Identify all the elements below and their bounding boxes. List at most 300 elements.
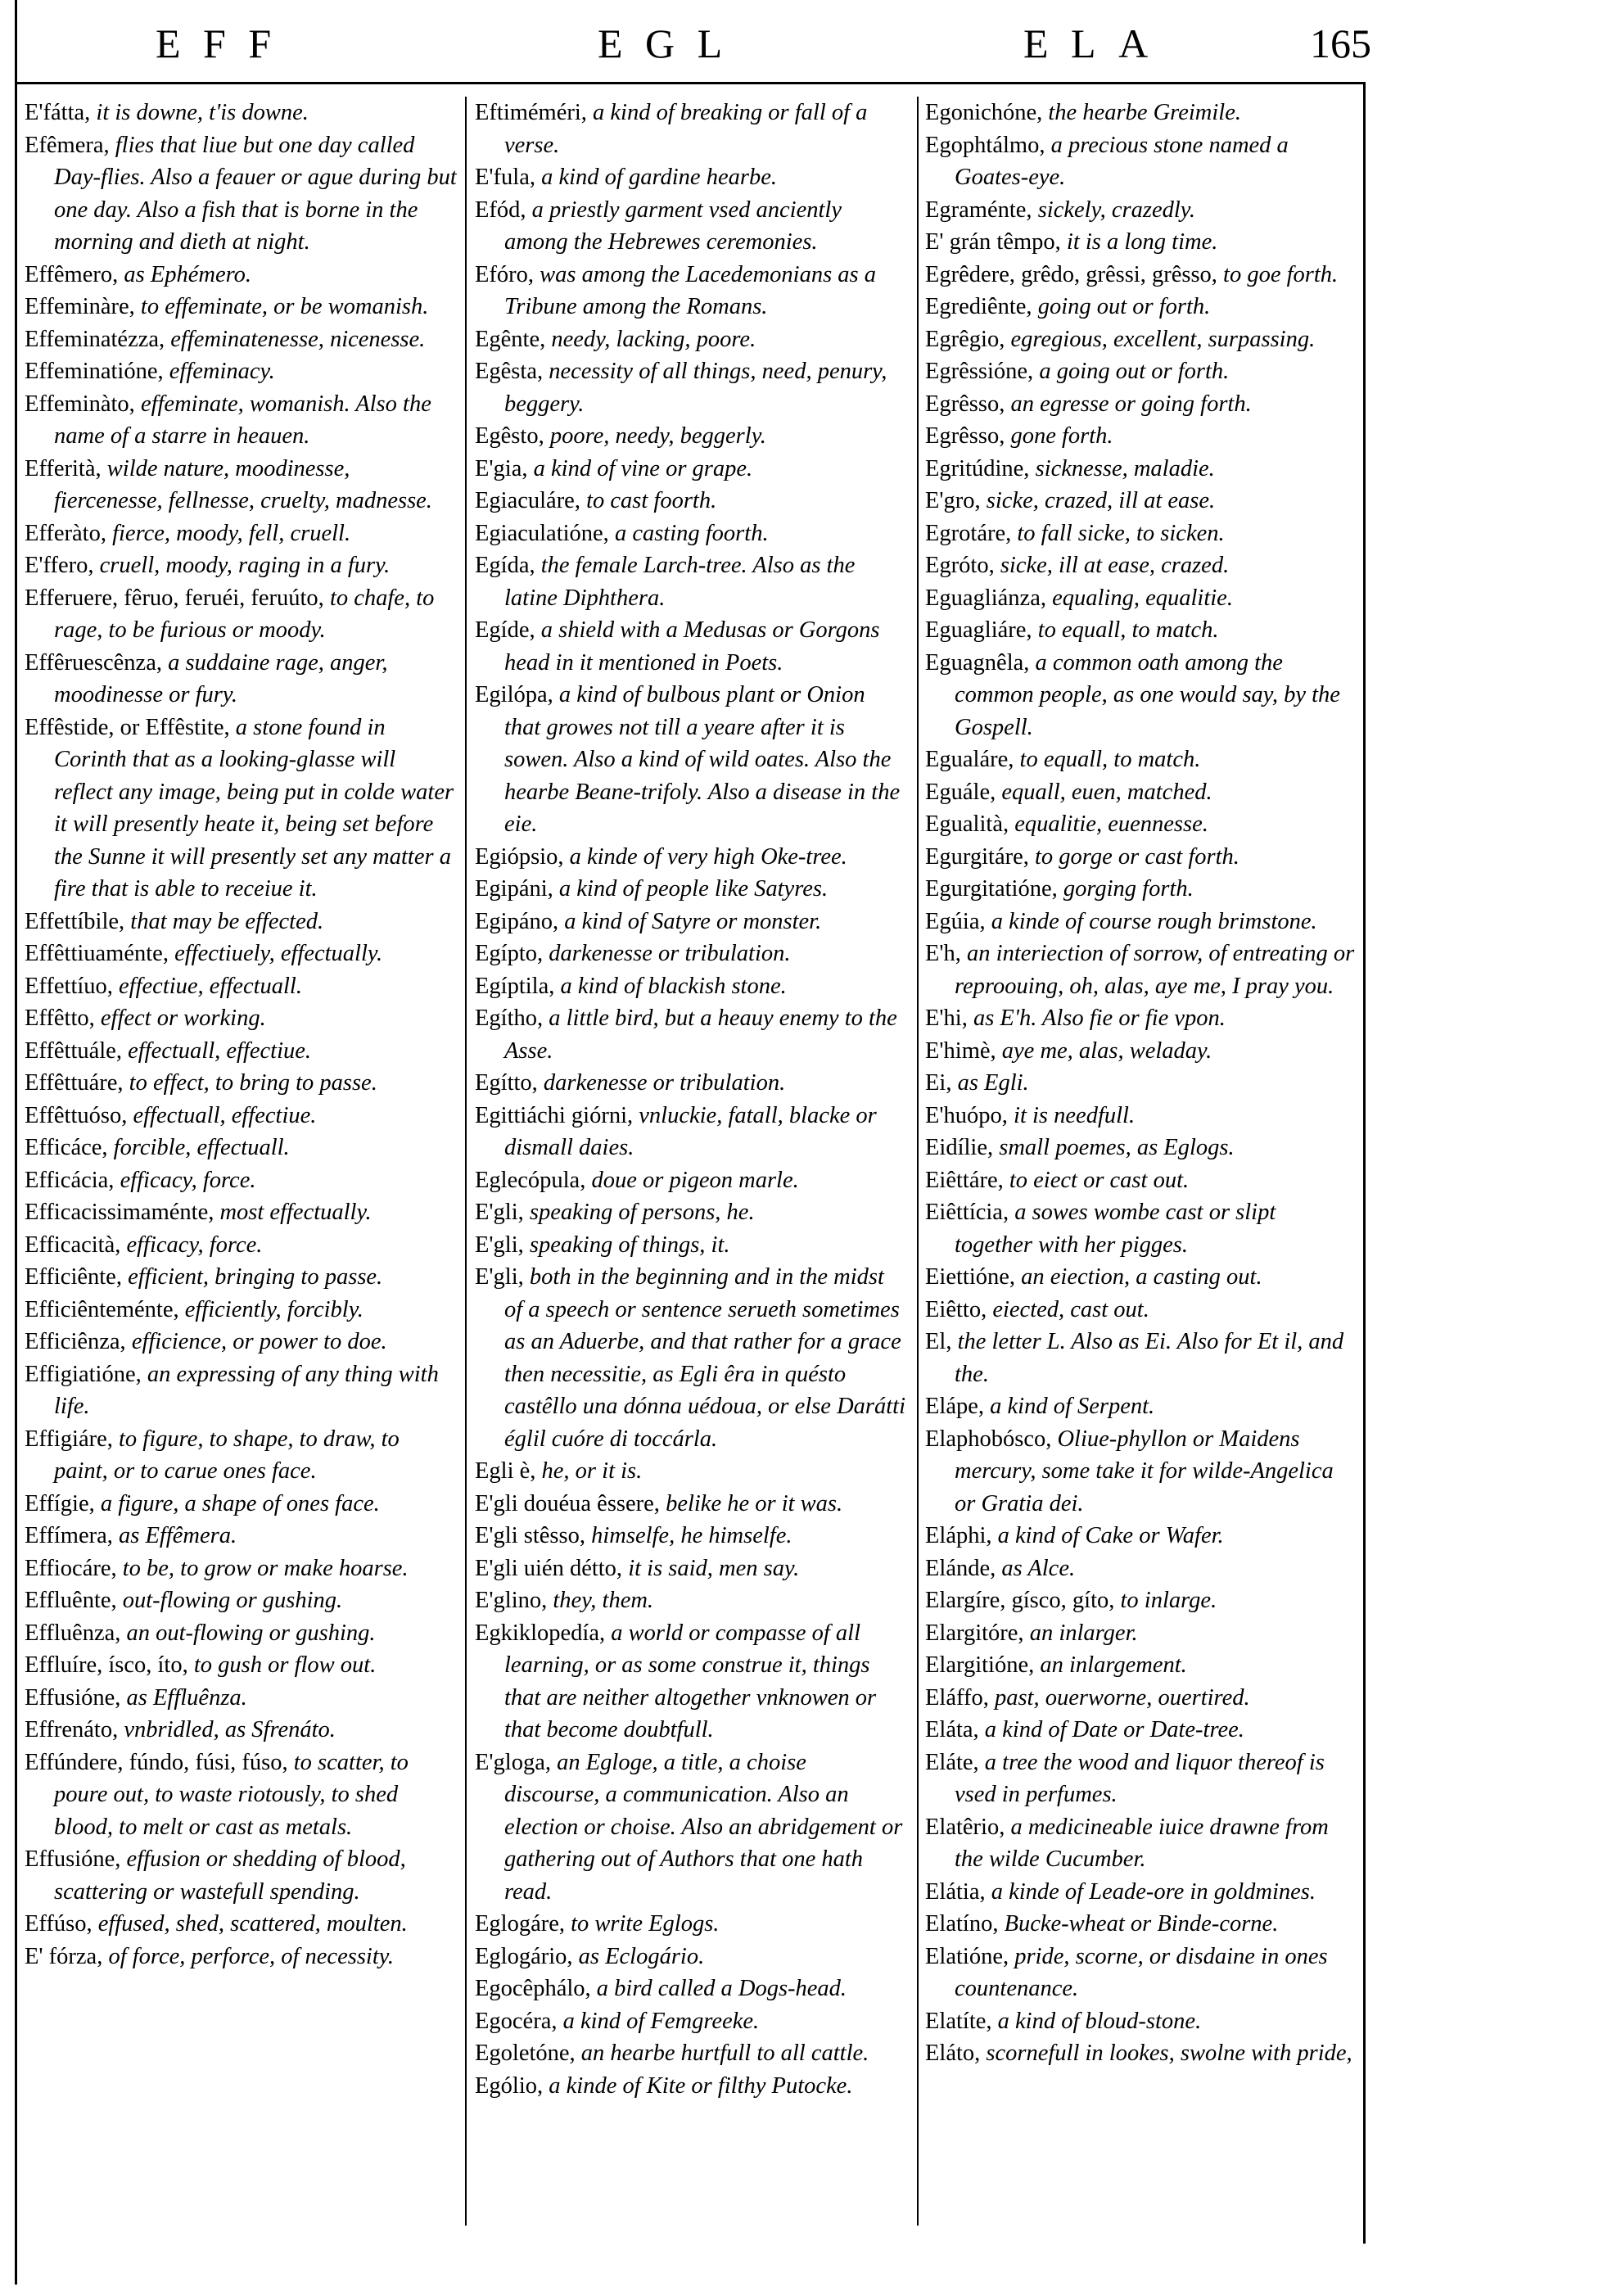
dictionary-entry <box>925 518 1357 550</box>
entry-headword: Egurgitatióne, <box>925 876 1058 902</box>
entry-headword: Egkiklopedía, <box>475 1620 606 1646</box>
entry-definition: effectiuely, effectually. <box>174 941 383 966</box>
entry-headword: Egiópsio, <box>475 843 564 870</box>
entry-headword: Efód, <box>475 197 526 223</box>
dictionary-entry <box>25 1941 457 1973</box>
entry-definition: both in the beginning and in the midst of a speech or sentence serueth sometimes as an Aduerbe, and that rather for a grace then necessitie, as Egli êra in quésto castêllo una dónna uédoua, or else Darátti églil cuóre di toccárla. <box>504 1264 905 1452</box>
dictionary-entry <box>925 1584 1357 1617</box>
entry-headword: Eiêttáre, <box>925 1167 1004 1193</box>
dictionary-entry <box>25 453 457 518</box>
entry-definition: sicke, ill at ease, crazed. <box>1000 553 1230 578</box>
dictionary-entry <box>25 1649 457 1682</box>
entry-definition: a precious stone named a Goates-eye. <box>955 132 1289 190</box>
entry-headword: Effeminatézza, <box>25 326 165 352</box>
dictionary-entry <box>925 1747 1357 1811</box>
entry-headword: Effêttiuaménte, <box>25 941 169 966</box>
entry-headword: Egualità, <box>925 811 1009 837</box>
entry-definition: to chafe, to rage, to be furious or moody. <box>54 585 435 643</box>
dictionary-entry <box>25 712 457 906</box>
entry-headword: Effêtto, <box>25 1006 95 1031</box>
entry-headword: Efferàto, <box>25 520 106 546</box>
dictionary-entry <box>925 1682 1357 1715</box>
entry-definition: equaling, equalitie. <box>1052 585 1233 611</box>
entry-definition: a kind of Femgreeke. <box>562 2008 760 2034</box>
dictionary-entry <box>475 1229 907 1262</box>
dictionary-entry <box>475 1553 907 1585</box>
entry-headword: Effúso, <box>25 1911 93 1937</box>
entry-definition: needy, lacking, poore. <box>551 326 756 352</box>
entry-headword: E'fula, <box>475 165 535 190</box>
entry-definition: effect or working. <box>100 1006 266 1031</box>
entry-headword: Effêmero, <box>25 261 119 287</box>
dictionary-entry <box>925 1520 1357 1553</box>
dictionary-entry <box>925 1423 1357 1521</box>
dictionary-entry <box>25 1326 457 1358</box>
entry-headword: Effluíre, ísco, íto, <box>25 1652 188 1678</box>
entry-definition: effeminate, womanish. Also the name of a starre in heauen. <box>54 391 431 449</box>
entry-headword: Effrenáto, <box>25 1717 119 1742</box>
entry-definition: an expressing of any thing with life. <box>54 1361 439 1419</box>
entry-definition: small poemes, as Eglogs. <box>999 1135 1235 1160</box>
entry-headword: Effiocáre, <box>25 1555 117 1581</box>
entry-definition: a kinde of Kite or filthy Putocke. <box>549 2072 853 2099</box>
column-right <box>925 97 1357 2226</box>
entry-definition: to cast foorth. <box>586 488 717 513</box>
dictionary-entry <box>475 938 907 970</box>
entry-definition: an hearbe hurtfull to all cattle. <box>580 2041 869 2066</box>
entry-definition: scornefull in lookes, swolne with pride, <box>986 2041 1352 2066</box>
dictionary-entry <box>25 518 457 550</box>
entry-headword: E' grán têmpo, <box>925 229 1061 255</box>
entry-headword: E'himè, <box>925 1037 996 1064</box>
entry-definition: a kinde of Leade-ore in goldmines. <box>991 1878 1316 1905</box>
dictionary-entry <box>475 485 907 518</box>
entry-headword: Egênte, <box>475 326 546 352</box>
entry-headword: Egída, <box>475 553 535 578</box>
entry-headword: Egróto, <box>925 553 995 578</box>
dictionary-entry <box>925 906 1357 938</box>
dictionary-entry <box>475 873 907 906</box>
entry-definition: as Effluênza. <box>126 1684 247 1711</box>
dictionary-entry <box>25 1067 457 1100</box>
entry-headword: Elápe, <box>925 1394 985 1419</box>
dictionary-entry <box>25 1100 457 1132</box>
entry-headword: Effigiatióne, <box>25 1361 142 1387</box>
dictionary-entry <box>475 323 907 356</box>
entry-headword: Elatíno, <box>925 1911 999 1937</box>
dictionary-entry <box>25 1229 457 1262</box>
entry-definition: most effectually. <box>219 1200 372 1225</box>
entry-definition: a kind of blackish stone. <box>560 973 787 999</box>
guide-word-left: EFF <box>156 20 294 66</box>
entry-headword: Effêstide, or Effêstite, <box>25 714 230 740</box>
entry-headword: Egípto, <box>475 941 544 966</box>
dictionary-entry <box>25 1553 457 1585</box>
entry-headword: Egophtálmo, <box>925 132 1045 158</box>
entry-definition: to effect, to bring to passe. <box>129 1070 377 1096</box>
dictionary-entry <box>475 679 907 841</box>
dictionary-entry <box>925 355 1357 388</box>
entry-definition: a kind of people like Satyres. <box>558 876 829 902</box>
dictionary-entry <box>475 1488 907 1521</box>
entry-definition: it is a long time. <box>1066 229 1218 255</box>
entry-definition: poore, needy, beggerly. <box>549 423 766 449</box>
entry-definition: efficacy, force. <box>126 1232 263 1258</box>
entry-definition: gorging forth. <box>1063 876 1194 902</box>
dictionary-entry <box>25 1843 457 1908</box>
entry-definition: efficiently, forcibly. <box>184 1296 363 1322</box>
entry-headword: Ególio, <box>475 2072 544 2099</box>
entry-definition: a world or compasse of all learning, or as some construe it, things that are neither altogether vnknowen or that become doubtfull. <box>504 1620 877 1742</box>
entry-headword: Elargíre, gísco, gíto, <box>925 1588 1115 1613</box>
entry-definition: a kinde of course rough brimstone. <box>991 908 1317 934</box>
dictionary-entry <box>925 1617 1357 1650</box>
dictionary-entry <box>475 549 907 614</box>
entry-headword: Egittiáchi giórni, <box>475 1102 634 1128</box>
entry-headword: E'gia, <box>475 455 528 481</box>
entry-headword: E'gli stêsso, <box>475 1523 585 1548</box>
entry-headword: Egritúdine, <box>925 455 1030 481</box>
dictionary-entry <box>25 1358 457 1423</box>
entry-headword: E'gli, <box>475 1200 524 1225</box>
entry-definition: a figure, a shape of ones face. <box>100 1490 380 1516</box>
entry-definition: to effeminate, or be womanish. <box>140 294 429 319</box>
dictionary-entry <box>25 1584 457 1617</box>
dictionary-entry <box>925 1002 1357 1035</box>
entry-definition: eiected, cast out. <box>992 1296 1149 1322</box>
entry-headword: Elatêrio, <box>925 1814 1005 1840</box>
entry-definition: forcible, effectuall. <box>113 1135 290 1160</box>
entry-headword: Efficácia, <box>25 1167 115 1193</box>
entry-headword: E'gli douéua êssere, <box>475 1490 660 1516</box>
entry-definition: to scatter, to poure out, to waste riotously, to shed blood, to melt or cast as metals. <box>54 1749 409 1840</box>
entry-definition: egregious, excellent, surpassing. <box>1010 326 1316 352</box>
entry-headword: Egrêsso, <box>925 423 1005 449</box>
dictionary-entry <box>25 1002 457 1035</box>
dictionary-entry <box>925 808 1357 841</box>
entry-definition: a kind of Date or Date-tree. <box>984 1717 1244 1742</box>
entry-definition: a kind of vine or grape. <box>533 455 753 481</box>
entry-headword: Egli è, <box>475 1458 536 1484</box>
entry-definition: the hearbe Greimile. <box>1048 100 1241 125</box>
dictionary-entry <box>925 259 1357 292</box>
dictionary-entry <box>475 453 907 486</box>
dictionary-entry <box>925 97 1357 129</box>
entry-headword: Egrediênte, <box>925 294 1032 319</box>
dictionary-entry <box>475 2005 907 2038</box>
entry-definition: as Alce. <box>1001 1555 1076 1581</box>
dictionary-entry <box>25 1164 457 1197</box>
entry-definition: a going out or forth. <box>1039 359 1230 384</box>
dictionary-entry <box>925 453 1357 486</box>
guide-word-right: ELA <box>1023 20 1171 66</box>
entry-headword: Effusióne, <box>25 1684 121 1711</box>
entry-definition: a stone found in Corinth that as a looking-glasse will reflect any image, being put in colde water it will presently heate it, being set before the Sunne it will presently set any matter a fire that is able to receiue it. <box>54 714 454 902</box>
dictionary-entry <box>25 355 457 388</box>
entry-headword: Egraménte, <box>925 197 1032 223</box>
entry-headword: Egíptila, <box>475 973 555 999</box>
entry-definition: darkenesse or tribulation. <box>543 1070 786 1096</box>
entry-headword: Effeminàto, <box>25 391 135 417</box>
dictionary-entry <box>475 420 907 453</box>
entry-headword: Elátia, <box>925 1878 986 1905</box>
entry-definition: necessity of all things, need, penury, beggery. <box>504 359 887 417</box>
left-border <box>15 0 17 2285</box>
entry-definition: pride, scorne, or disdaine in ones countenance. <box>955 1943 1328 2001</box>
entry-headword: Elaphobósco, <box>925 1426 1052 1452</box>
entry-definition: to be, to grow or make hoarse. <box>122 1555 409 1581</box>
dictionary-entry <box>475 2037 907 2070</box>
entry-definition: as Egli. <box>957 1070 1029 1096</box>
column-middle <box>475 97 907 2226</box>
dictionary-entry <box>925 291 1357 323</box>
entry-headword: Eiêttícia, <box>925 1200 1009 1225</box>
entry-definition: he, or it is. <box>541 1458 643 1484</box>
dictionary-entry <box>475 1261 907 1455</box>
dictionary-entry <box>925 873 1357 906</box>
entry-headword: E'h, <box>925 941 961 966</box>
entry-definition: effusion or shedding of blood, scattering or wastefull spending. <box>54 1846 406 1905</box>
entry-headword: Eláffo, <box>925 1684 989 1711</box>
entry-definition: sicknesse, maladie. <box>1035 455 1215 481</box>
entry-headword: Eftiméméri, <box>475 100 587 125</box>
dictionary-entry <box>925 323 1357 356</box>
entry-headword: Efficiênza, <box>25 1329 126 1354</box>
entry-definition: of force, perforce, of necessity. <box>108 1943 394 1969</box>
dictionary-entry <box>25 1132 457 1164</box>
entry-definition: a casting foorth. <box>614 520 769 546</box>
dictionary-entry <box>25 906 457 938</box>
entry-headword: Egítto, <box>475 1070 538 1096</box>
entry-definition: past, ouerworne, ouertired. <box>994 1684 1250 1711</box>
entry-headword: Eidílie, <box>925 1135 994 1160</box>
entry-definition: a kinde of very high Oke-tree. <box>569 843 847 870</box>
dictionary-entry <box>25 259 457 292</box>
entry-headword: Egêsta, <box>475 359 544 384</box>
dictionary-entry <box>925 1261 1357 1294</box>
entry-definition: a sowes wombe cast or slipt together with her pigges. <box>955 1200 1276 1258</box>
entry-definition: an inlarger. <box>1029 1620 1138 1646</box>
dictionary-entry <box>475 1196 907 1229</box>
entry-definition: effused, shed, scattered, moulten. <box>97 1911 408 1937</box>
entry-definition: effectuall, effectiue. <box>133 1102 317 1128</box>
entry-headword: Egrêssióne, <box>925 359 1034 384</box>
entry-definition: as Ephémero. <box>124 261 252 287</box>
dictionary-entry <box>475 1100 907 1164</box>
entry-definition: wilde nature, moodinesse, fiercenesse, fellnesse, cruelty, madnesse. <box>54 455 432 513</box>
dictionary-entry <box>25 582 457 647</box>
entry-definition: as Effêmera. <box>119 1523 237 1548</box>
entry-definition: a bird called a Dogs-head. <box>596 1976 847 2001</box>
dictionary-entry <box>25 1747 457 1844</box>
entry-definition: to goe forth. <box>1223 261 1339 287</box>
entry-headword: Eglogáre, <box>475 1911 565 1937</box>
dictionary-entry <box>25 1196 457 1229</box>
entry-headword: Eláta, <box>925 1717 979 1742</box>
entry-headword: Effettíuo, <box>25 973 113 999</box>
dictionary-entry <box>25 323 457 356</box>
entry-definition: to equall, to match. <box>1019 747 1201 772</box>
entry-headword: Eguagliánza, <box>925 585 1046 611</box>
entry-definition: a priestly garment vsed anciently among the Hebrewes ceremonies. <box>504 197 842 255</box>
dictionary-entry <box>925 1941 1357 2005</box>
entry-definition: it is needfull. <box>1014 1102 1136 1128</box>
dictionary-entry <box>25 388 457 453</box>
entry-definition: darkenesse or tribulation. <box>549 941 791 966</box>
entry-definition: an Egloge, a title, a choise discourse, a communication. Also an election or choise. Also an abridgement or gathering out of Authors that one hath read. <box>504 1749 903 1905</box>
entry-definition: to write Eglogs. <box>571 1911 720 1937</box>
dictionary-entry <box>925 1553 1357 1585</box>
dictionary-entry <box>925 1067 1357 1100</box>
dictionary-entry <box>475 1584 907 1617</box>
entry-definition: going out or forth. <box>1037 294 1211 319</box>
entry-headword: Effêttuále, <box>25 1037 122 1064</box>
entry-definition: speaking of things, it. <box>529 1232 730 1258</box>
entry-definition: himselfe, he himselfe. <box>591 1523 792 1548</box>
dictionary-entry <box>25 938 457 970</box>
entry-definition: efficience, or power to doe. <box>131 1329 387 1354</box>
entry-definition: was among the Lacedemonians as a Tribune among the Romans. <box>504 261 876 319</box>
dictionary-entry <box>925 743 1357 776</box>
right-border <box>1363 82 1366 2244</box>
entry-definition: a kind of Cake or Wafer. <box>997 1523 1224 1548</box>
entry-definition: Bucke-wheat or Binde-corne. <box>1004 1911 1279 1937</box>
entry-definition: effeminatenesse, nicenesse. <box>170 326 426 352</box>
dictionary-entry <box>25 1261 457 1294</box>
dictionary-entry <box>25 647 457 712</box>
entry-definition: a kind of bloud-stone. <box>997 2008 1202 2034</box>
entry-headword: Egiaculatióne, <box>475 520 609 546</box>
dictionary-entry <box>475 1067 907 1100</box>
dictionary-entry <box>25 97 457 129</box>
entry-headword: E'ffero, <box>25 553 94 578</box>
entry-headword: Effêruescênza, <box>25 649 162 676</box>
entry-definition: effeminacy. <box>169 359 275 384</box>
entry-definition: sickely, crazedly. <box>1037 197 1195 223</box>
dictionary-entry <box>925 1294 1357 1327</box>
entry-definition: equall, euen, matched. <box>1001 779 1212 805</box>
entry-headword: Effeminàre, <box>25 294 135 319</box>
entry-definition: a common oath among the common people, as one would say, by the Gospell. <box>955 649 1340 740</box>
dictionary-entry <box>25 1908 457 1941</box>
entry-headword: Egilópa, <box>475 682 553 707</box>
page-number: 165 <box>1310 20 1371 66</box>
entry-definition: that may be effected. <box>130 908 324 934</box>
dictionary-entry <box>925 420 1357 453</box>
dictionary-entry <box>925 1908 1357 1941</box>
entry-headword: Efóro, <box>475 261 535 287</box>
entry-headword: Effluênza, <box>25 1620 121 1646</box>
dictionary-entry <box>925 582 1357 615</box>
entry-headword: Efferità, <box>25 455 102 481</box>
dictionary-entry <box>475 97 907 161</box>
entry-headword: Effêttuóso, <box>25 1102 128 1128</box>
entry-definition: to fall sicke, to sicken. <box>1017 520 1225 546</box>
column-rule-1 <box>465 97 467 2226</box>
entry-headword: Egurgitáre, <box>925 843 1029 870</box>
entry-headword: Efficiênteménte, <box>25 1296 179 1322</box>
entry-definition: the female Larch-tree. Also as the latine Diphthera. <box>504 553 856 611</box>
entry-definition: to gush or flow out. <box>193 1652 377 1678</box>
entry-definition: an egresse or going forth. <box>1010 391 1252 417</box>
entry-headword: E'gli, <box>475 1232 524 1258</box>
entry-definition: doue or pigeon marle. <box>591 1167 799 1193</box>
entry-headword: E'fátta, <box>25 100 91 125</box>
entry-definition: to figure, to shape, to draw, to paint, or to carue ones face. <box>54 1426 400 1484</box>
entry-headword: Eiettióne, <box>925 1264 1016 1290</box>
dictionary-entry <box>925 194 1357 227</box>
entry-headword: Efficacissimaménte, <box>25 1200 214 1225</box>
dictionary-entry <box>475 1164 907 1197</box>
dictionary-entry <box>475 1520 907 1553</box>
entry-headword: E'glino, <box>475 1588 548 1613</box>
entry-definition: efficacy, force. <box>120 1167 256 1193</box>
entry-definition: vnbridled, as Sfrenáto. <box>124 1717 336 1742</box>
entry-headword: Eglecópula, <box>475 1167 586 1193</box>
column-left <box>25 97 457 2226</box>
entry-definition: a kind of Serpent. <box>990 1394 1155 1419</box>
entry-headword: Eguagliáre, <box>925 617 1032 643</box>
entry-definition: effectuall, effectiue. <box>128 1037 312 1064</box>
dictionary-entry <box>475 1941 907 1973</box>
dictionary-entry <box>925 776 1357 809</box>
entry-definition: efficient, bringing to passe. <box>128 1264 383 1290</box>
dictionary-entry <box>475 841 907 874</box>
entry-headword: E'huópo, <box>925 1102 1008 1128</box>
entry-headword: Effigiáre, <box>25 1426 113 1452</box>
guide-word-middle: EGL <box>598 20 745 66</box>
entry-headword: Egrêgio, <box>925 326 1005 352</box>
entry-headword: Elatíte, <box>925 2008 992 2034</box>
entry-headword: Egíde, <box>475 617 535 643</box>
dictionary-entry <box>925 1100 1357 1132</box>
entry-definition: out-flowing or gushing. <box>122 1588 343 1613</box>
dictionary-entry <box>475 1617 907 1747</box>
dictionary-entry <box>925 1326 1357 1390</box>
entry-headword: Egocêphálo, <box>475 1976 591 2001</box>
entry-definition: a shield with a Medusas or Gorgons head in it mentioned in Poets. <box>504 617 880 676</box>
dictionary-entry <box>25 1423 457 1488</box>
entry-headword: Egualáre, <box>925 747 1014 772</box>
entry-headword: Egipáno, <box>475 908 559 934</box>
entry-headword: Egrotáre, <box>925 520 1012 546</box>
dictionary-entry <box>25 1520 457 1553</box>
dictionary-entry <box>925 841 1357 874</box>
entry-headword: Elargitióne, <box>925 1652 1035 1678</box>
entry-definition: to eiect or cast out. <box>1009 1167 1190 1193</box>
entry-headword: Effígie, <box>25 1490 95 1516</box>
entry-headword: Egonichóne, <box>925 100 1043 125</box>
entry-headword: E' fórza, <box>25 1943 103 1969</box>
entry-definition: an eiection, a casting out. <box>1021 1264 1262 1290</box>
entry-definition: sicke, crazed, ill at ease. <box>986 488 1216 513</box>
dictionary-entry <box>475 614 907 679</box>
entry-headword: E'gro, <box>925 488 981 513</box>
entry-definition: gone forth. <box>1010 423 1113 449</box>
entry-headword: Efficiênte, <box>25 1264 122 1290</box>
entry-definition: as E'h. Also fie or fie vpon. <box>973 1006 1226 1031</box>
entry-headword: Efficáce, <box>25 1135 108 1160</box>
entry-definition: to equall, to match. <box>1037 617 1219 643</box>
entry-headword: E'gli uién détto, <box>475 1555 623 1581</box>
dictionary-entry <box>925 647 1357 744</box>
entry-headword: Effluênte, <box>25 1588 117 1613</box>
dictionary-entry <box>925 485 1357 518</box>
entry-headword: E'gli, <box>475 1264 524 1290</box>
entry-definition: fierce, moody, fell, cruell. <box>112 520 351 546</box>
entry-headword: Eiêtto, <box>925 1296 987 1322</box>
entry-definition: an interiection of sorrow, of entreating or reproouing, oh, alas, aye me, I pray you. <box>955 941 1355 999</box>
